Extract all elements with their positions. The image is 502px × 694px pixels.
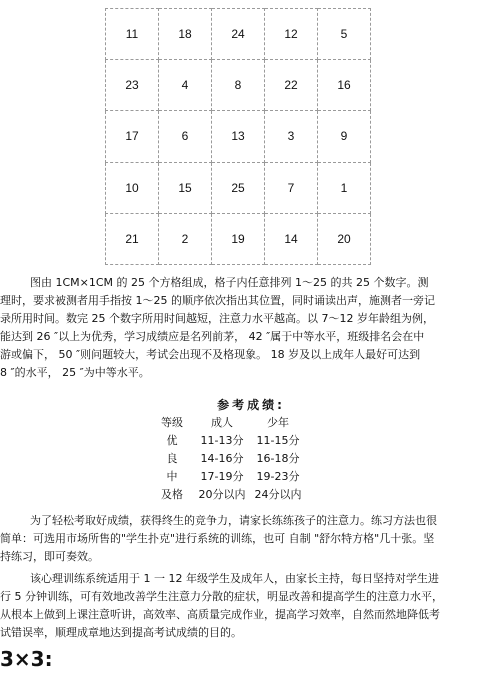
- grid-cell: 8: [212, 60, 265, 111]
- reference-row: [150, 450, 306, 468]
- text-line: 8 ″的水平， 25 ″为中等水平。: [0, 366, 150, 379]
- grid-cell: 21: [106, 213, 159, 264]
- level-cell: 中: [166, 470, 178, 483]
- level-cell: 及格: [161, 488, 183, 501]
- grid-row: [106, 9, 371, 60]
- grid-cell: 4: [159, 60, 212, 111]
- text-line: 游或偏下， 50 ″则问题较大，考试会出现不及格现象。 18 岁及以上成年人最好可达到: [0, 348, 421, 361]
- level-cell: 优: [166, 434, 178, 447]
- adult-score-cell: 20分以内: [198, 488, 246, 501]
- adult-score-cell: 17-19分: [200, 470, 244, 483]
- grid-cell: 19: [212, 213, 265, 264]
- text-line: 为了轻松考取好成绩，获得终生的竞争力，请家长练练孩子的注意力。练习方法也很: [30, 514, 437, 527]
- text-line: 理时，要求被测者用手指按 1～25 的顺序依次指出其位置，同时诵读出声，施测者一旁记: [0, 294, 435, 307]
- grid-cell: 1: [318, 162, 371, 213]
- grid-cell: 25: [212, 162, 265, 213]
- grid-row: [106, 60, 371, 111]
- training-system-paragraph: [0, 570, 502, 642]
- reference-row: [150, 468, 306, 486]
- youth-score-cell: 24分以内: [254, 488, 302, 501]
- header-youth: 少年: [267, 416, 289, 429]
- youth-score-cell: 11-15分: [256, 434, 300, 447]
- grid-cell: 16: [318, 60, 371, 111]
- grid-cell: 14: [265, 213, 318, 264]
- header-level: 等级: [161, 416, 183, 429]
- text-line: 试错误率，顺理成章地达到提高考试成绩的目的。: [0, 626, 242, 639]
- grid-row: [106, 162, 371, 213]
- text-line: 简单：可选用市场所售的"学生扑克"进行系统的训练，也可 自制 "舒尔特方格"几十张。坚: [0, 532, 435, 545]
- text-line: 该心理训练系统适用于 1 一 12 年级学生及成年人，由家长主持，每日坚持对学生进: [30, 572, 439, 585]
- section-heading: 3×3:: [0, 647, 53, 671]
- reference-row: [150, 432, 306, 450]
- intro-paragraph: [0, 274, 502, 382]
- grid-row: [106, 213, 371, 264]
- grid-cell: 2: [159, 213, 212, 264]
- grid-cell: 9: [318, 111, 371, 162]
- grid-cell: 5: [318, 9, 371, 60]
- grid-cell: 10: [106, 162, 159, 213]
- text-line: 行 5 分钟训练，可有效地改善学生注意力分散的症状，明显改善和提高学生的注意力水平，: [0, 590, 443, 603]
- youth-score-cell: 16-18分: [256, 452, 300, 465]
- adult-score-cell: 14-16分: [200, 452, 244, 465]
- grid-cell: 3: [265, 111, 318, 162]
- text-line: 持练习，即可奏效。: [0, 550, 99, 563]
- youth-score-cell: 19-23分: [256, 470, 300, 483]
- text-line: 图由 1CM×1CM 的 25 个方格组成，格子内任意排列 1～25 的共 25 个数字。测: [30, 276, 429, 289]
- grid-cell: 15: [159, 162, 212, 213]
- adult-score-cell: 11-13分: [200, 434, 244, 447]
- reference-row: [150, 486, 306, 504]
- grid-cell: 20: [318, 213, 371, 264]
- grid-cell: 22: [265, 60, 318, 111]
- grid-cell: 24: [212, 9, 265, 60]
- text-line: 从根本上做到上课注意听讲，高效率、高质量完成作业，提高学习效率，自然而然地降低考: [0, 608, 440, 621]
- text-line: 能达到 26 ″以上为优秀，学习成绩应是名列前茅， 42 ″属于中等水平，班级排名会在中: [0, 330, 425, 343]
- grid-cell: 11: [106, 9, 159, 60]
- grid-cell: 7: [265, 162, 318, 213]
- grid-row: [106, 111, 371, 162]
- level-cell: 良: [166, 452, 178, 465]
- grid-cell: 23: [106, 60, 159, 111]
- schulte-grid: [105, 8, 371, 265]
- practice-paragraph: [0, 512, 502, 566]
- grid-cell: 13: [212, 111, 265, 162]
- reference-scores-title: 参考成绩:: [217, 398, 285, 412]
- text-line: 录所用时间。数完 25 个数字所用时间越短，注意力水平越高。以 7～12 岁年龄组为例，: [0, 312, 434, 325]
- reference-header-row: [150, 414, 306, 432]
- header-adult: 成人: [211, 416, 233, 429]
- grid-cell: 12: [265, 9, 318, 60]
- grid-cell: 17: [106, 111, 159, 162]
- grid-cell: 18: [159, 9, 212, 60]
- reference-scores-table: [150, 414, 306, 504]
- grid-cell: 6: [159, 111, 212, 162]
